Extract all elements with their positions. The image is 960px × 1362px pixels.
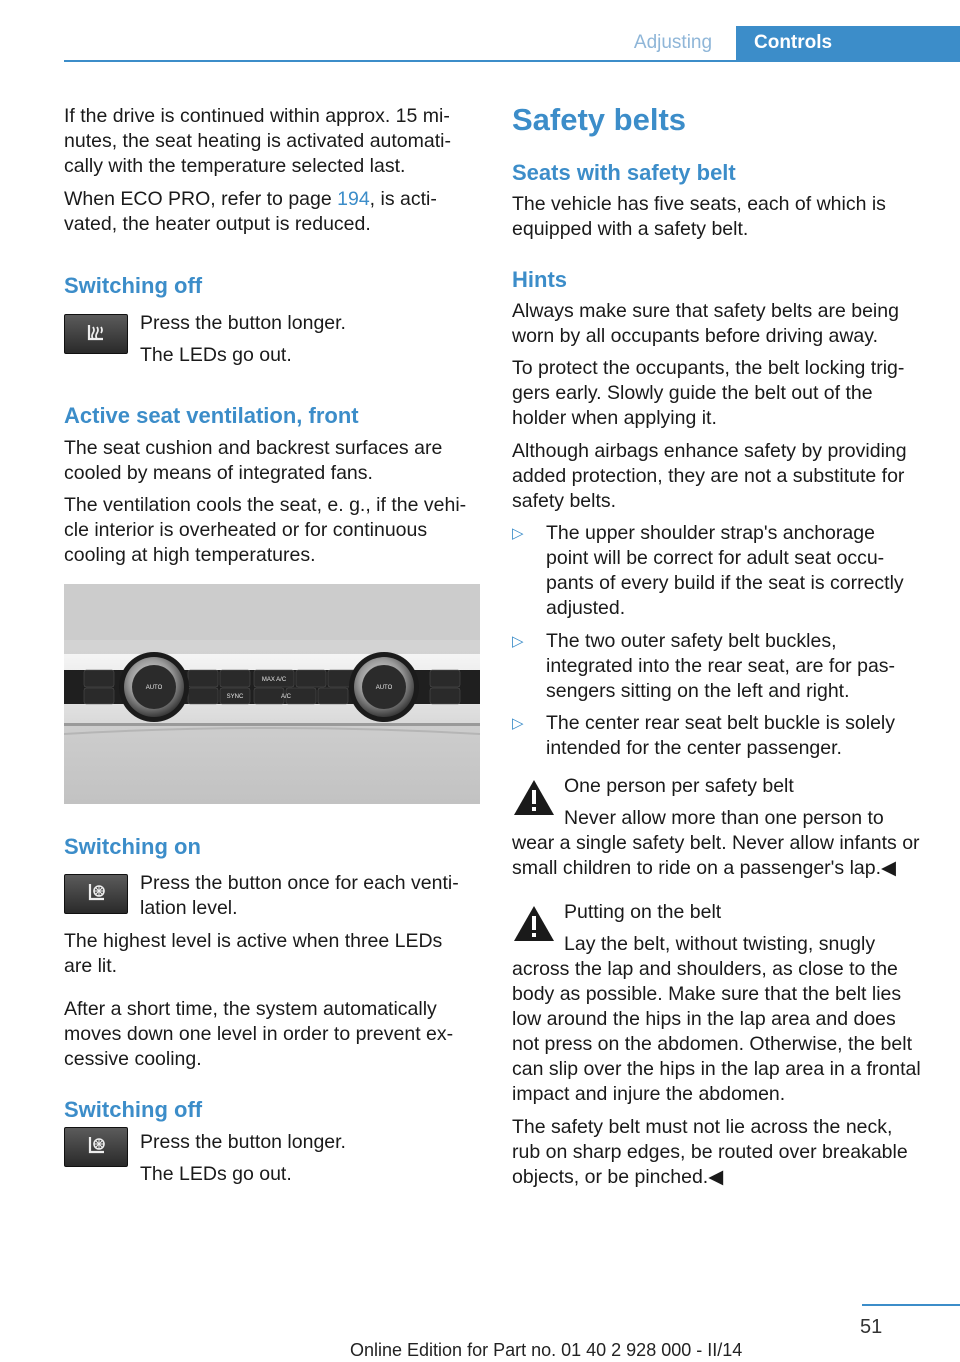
- bullet-triangle-icon: ▷: [512, 715, 524, 732]
- switching-on-paragraph-1: The highest level is active when three LEDs are lit.: [64, 930, 443, 977]
- ventilation-paragraph-1: The seat cushion and backrest surfaces are cooled by means of integrated fans.: [64, 437, 443, 484]
- page-number: 51: [860, 1316, 883, 1338]
- bullet-text: The center rear seat belt buckle is solely intended for the center passenger.: [546, 712, 896, 759]
- final-paragraph: The safety belt must not lie across the neck, rub on sharp edges, be routed over breakable objects, or be pinched.◀: [512, 1116, 908, 1188]
- bullet-text: The two outer safety belt buckles, integrated into the rear seat, are for pas- sengers sitting on the left and right.: [546, 630, 896, 702]
- photo-label-max-ac: MAX A/C: [261, 677, 287, 683]
- intro-paragraph: If the drive is continued within approx. 15 mi- nutes, the seat heating is activated automati- cally with the temperature selected last.: [64, 105, 451, 177]
- switching-off-heading: Switching off: [64, 273, 203, 298]
- switching-off-line2: The LEDs go out.: [140, 344, 292, 366]
- list-item: [512, 629, 932, 704]
- warning-2-line1: Lay the belt, without twisting, snugly: [564, 933, 876, 955]
- safety-belts-title: Safety belts: [512, 102, 687, 137]
- hints-paragraph-3: Although airbags enhance safety by providing added protection, they are not a substitute for safety belts.: [512, 440, 907, 512]
- edition-note: Online Edition for Part no. 01 40 2 928 000 - II/14: [350, 1340, 743, 1360]
- page-link-194[interactable]: 194: [337, 188, 370, 210]
- switching-off-line1: Press the button longer.: [140, 312, 346, 334]
- list-item: [512, 711, 932, 761]
- seat-ventilation-icon: [64, 1127, 128, 1167]
- switching-on-instruction: Press the button once for each venti- lation level.: [140, 872, 459, 919]
- seat-ventilation-icon: [64, 874, 128, 914]
- hints-heading: Hints: [512, 267, 567, 292]
- footer-rule: [862, 1304, 960, 1306]
- seats-paragraph: The vehicle has five seats, each of which is equipped with a safety belt.: [512, 193, 886, 240]
- photo-label-auto-right: AUTO: [375, 685, 393, 691]
- warning-2-body: across the lap and shoulders, as close to the body as possible. Make sure that the belt lies low around the hips in the lap area and does not press on the abdomen. Otherwise, the belt can slip over the hips in the lap area in a frontal impact and injure the abdomen.: [512, 958, 921, 1105]
- warning-triangle-icon: [512, 903, 556, 943]
- eco-pro-paragraph: [64, 187, 484, 237]
- photo-label-auto-left: AUTO: [145, 685, 163, 691]
- eco-pro-text-rest: , is acti- vated, the heater output is reduced.: [64, 188, 437, 235]
- header-chapter-tab: Controls: [736, 26, 960, 62]
- hints-paragraph-2: To protect the occupants, the belt locking trig- gers early. Slowly guide the belt out of the holder when applying it.: [512, 357, 905, 429]
- warning-1-line1: Never allow more than one person to: [564, 807, 884, 829]
- warning-triangle-icon: [512, 777, 556, 817]
- switching-on-heading: Switching on: [64, 834, 201, 859]
- hints-paragraph-1: Always make sure that safety belts are being worn by all occupants before driving away.: [512, 300, 899, 347]
- header-rule: [64, 60, 960, 62]
- warning-2-title: Putting on the belt: [564, 901, 722, 923]
- seat-heating-icon: [64, 314, 128, 354]
- warning-1-title: One person per safety belt: [564, 775, 794, 797]
- switching-off-2-heading: Switching off: [64, 1097, 203, 1122]
- bullet-triangle-icon: ▷: [512, 525, 524, 542]
- photo-label-sync: SYNC: [226, 694, 244, 700]
- photo-label-ac: A/C: [280, 694, 292, 700]
- eco-pro-text: When ECO PRO, refer to page: [64, 188, 338, 210]
- ventilation-paragraph-2: The ventilation cools the seat, e. g., if the vehi- cle interior is overheated or for continuous cooling at high temperatures.: [64, 494, 467, 566]
- header-section-label: Adjusting: [633, 32, 713, 53]
- climate-control-panel-photo: [64, 584, 480, 804]
- bullet-text: The upper shoulder strap's anchorage point will be correct for adult seat occu- pants of every build if the seat is correctly adjusted.: [546, 522, 904, 619]
- warning-1-body: wear a single safety belt. Never allow infants or small children to ride on a passenger's lap.◀: [512, 832, 920, 879]
- seats-heading: Seats with safety belt: [512, 160, 736, 185]
- list-item: [512, 521, 932, 621]
- switching-off-2-line2: The LEDs go out.: [140, 1163, 292, 1185]
- switching-off-2-line1: Press the button longer.: [140, 1131, 346, 1153]
- bullet-triangle-icon: ▷: [512, 633, 524, 650]
- switching-on-paragraph-2: After a short time, the system automatically moves down one level in order to prevent ex- cessive cooling.: [64, 998, 454, 1070]
- ventilation-heading: Active seat ventilation, front: [64, 403, 359, 428]
